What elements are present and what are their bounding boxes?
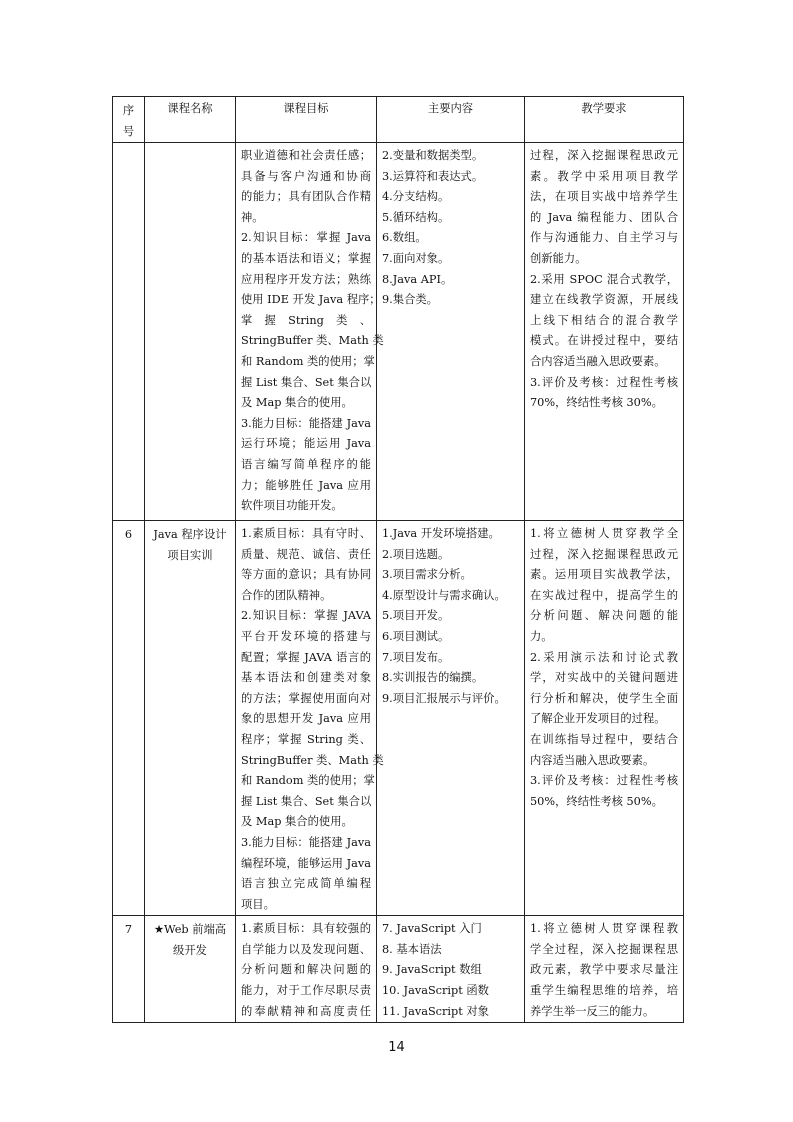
- goals-line: 能力，对于工作尽职尽责: [241, 984, 371, 998]
- req-line: 2.采用 SPOC 混合式教学，: [530, 272, 678, 286]
- table-row: [113, 521, 684, 916]
- cell-course-name: [145, 916, 236, 1023]
- req-line: 作与沟通能力、自主学习与: [530, 231, 678, 245]
- serial-number: 7: [124, 923, 133, 937]
- goals-line: StringBuffer 类、Math 类: [241, 753, 384, 767]
- serial-number: 6: [124, 528, 133, 541]
- goals-line: 神。: [241, 210, 264, 224]
- content-line: 1.Java 开发环境搭建。: [382, 527, 500, 540]
- goals-line: 2.知识目标：掌握 JAVA: [241, 609, 371, 623]
- cell-course-name: [145, 143, 236, 521]
- goals-line: 项目。: [241, 897, 275, 911]
- cell-serial: [113, 521, 145, 916]
- cell-serial: [113, 916, 145, 1023]
- req-line: 70%，终结性考核 30%。: [530, 396, 663, 410]
- goals-line: 象的思想开发 Java 应用: [241, 712, 371, 726]
- goals-line: 握 List 集合、Set 集合以: [241, 794, 372, 808]
- content-line: 9.项目汇报展示与评价。: [382, 691, 506, 705]
- content-line: 5.循环结构。: [382, 210, 450, 224]
- req-line: 合内容适当融入思政要素。: [530, 354, 666, 368]
- goals-line: 3.能力目标：能搭建 Java: [241, 416, 371, 430]
- header-course-goals: 课程目标: [236, 97, 377, 143]
- goals-line: 运行环境；能运用 Java: [241, 437, 371, 451]
- goals-line: 分析问题和解决问题的: [241, 963, 371, 977]
- req-line: 50%，终结性考核 50%。: [530, 794, 663, 808]
- goals-line: 力；能够胜任 Java 应用: [241, 478, 371, 492]
- req-line: 重学生编程思维的培养，培: [530, 984, 678, 998]
- content-line: 2.项目选题。: [382, 547, 450, 561]
- content-line: 8.实训报告的编撰。: [382, 671, 484, 685]
- req-line: 的 Java 编程能力、团队合: [530, 210, 678, 224]
- page-number: 14: [388, 1040, 405, 1055]
- goals-line: 应用程序开发方法；熟练: [241, 272, 371, 286]
- goals-line: 平台开发环境的搭建与: [241, 629, 371, 643]
- cell-goals: [236, 916, 377, 1023]
- content-line: 7.面向对象。: [382, 251, 450, 265]
- header-teaching-requirements: 教学要求: [525, 97, 684, 143]
- course-name-line: Java 程序设计: [153, 528, 227, 541]
- goals-line: 程序；掌握 String 类、: [241, 732, 371, 746]
- req-line: 过程，深入挖掘课程思政元: [530, 149, 678, 162]
- req-line: 在实战过程中，提高学生的: [530, 588, 678, 602]
- header-main-content: 主要内容: [377, 97, 525, 143]
- content-line: 2.变量和数据类型。: [382, 149, 484, 162]
- goals-line: 软件项目功能开发。: [241, 499, 343, 513]
- req-line: 3.评价及考核：过程性考核: [530, 774, 678, 788]
- goals-line: StringBuffer 类、Math 类: [241, 334, 384, 348]
- req-line: 在训练指导过程中，要结合: [530, 732, 678, 746]
- cell-goals: [236, 143, 384, 521]
- goals-line: 合作的团队精神。: [241, 588, 332, 602]
- table-row: [113, 916, 684, 1023]
- content-line: 7.项目发布。: [382, 650, 450, 664]
- req-line: 法，在项目实战中培养学生: [530, 190, 678, 204]
- goals-line: 3.能力目标：能搭建 Java: [241, 835, 371, 849]
- course-name-line: 项目实训: [167, 549, 213, 562]
- cell-goals: [236, 521, 384, 916]
- goals-line: 和 Random 类的使用；掌: [241, 774, 375, 788]
- content-line: 11. JavaScript 对象: [382, 1004, 489, 1018]
- goals-line: 和 Random 类的使用；掌: [241, 354, 375, 368]
- req-line: 学，对实战中的关键问题进: [530, 671, 678, 685]
- req-line: 2.采用演示法和讨论式教: [530, 650, 678, 664]
- req-line: 模式。在讲授过程中，要结: [530, 334, 678, 348]
- content-line: 7. JavaScript 入门: [382, 922, 482, 936]
- req-line: 创新能力。: [530, 251, 587, 265]
- goals-line: 基本语法和创建类对象: [241, 671, 371, 685]
- goals-line: 掌 握 String 类 、: [241, 313, 371, 327]
- goals-line: 使用 IDE 开发 Java 程序；: [241, 293, 381, 307]
- goals-line: 编程环境，能够运用 Java: [241, 856, 371, 870]
- goals-line: 1.素质目标：具有守时、: [241, 527, 371, 540]
- cell-req: [525, 916, 684, 1023]
- goals-line: 职业道德和社会责任感；: [241, 149, 371, 162]
- content-line: 9.集合类。: [382, 293, 438, 307]
- content-line: 8. 基本语法: [382, 942, 442, 956]
- goals-line: 配置；掌握 JAVA 语言的: [241, 650, 371, 664]
- req-line: 过程，深入挖掘课程思政元: [530, 547, 678, 561]
- req-line: 上线下相结合的混合教学: [530, 313, 678, 327]
- content-line: 4.分支结构。: [382, 190, 450, 204]
- goals-line: 的基本语法和语义；掌握: [241, 251, 371, 265]
- req-line: 素。教学中采用项目教学: [530, 169, 678, 183]
- req-line: 建立在线教学资源，开展线: [530, 293, 678, 307]
- req-line: 政元素，教学中要求尽量注: [530, 963, 678, 977]
- cell-course-name: [145, 521, 236, 916]
- goals-line: 1.素质目标：具有较强的: [241, 922, 371, 936]
- cell-content: [377, 143, 525, 521]
- req-line: 1.将立德树人贯穿教学全: [530, 527, 678, 540]
- cell-content: [377, 916, 525, 1023]
- goals-line: 自学能力以及发现问题、: [241, 942, 371, 956]
- goals-line: 的奉献精神和高度责任: [241, 1004, 371, 1018]
- cell-content: [377, 521, 525, 916]
- header-serial: 序 号: [113, 97, 145, 143]
- goals-line: 的方法；掌握使用面向对: [241, 691, 371, 705]
- content-line: 6.数组。: [382, 231, 427, 245]
- req-line: 素。运用项目实战教学法，: [530, 568, 678, 582]
- cell-serial: [113, 143, 145, 521]
- serial-number: [113, 143, 144, 146]
- course-table: [112, 96, 684, 1023]
- req-line: 3.评价及考核：过程性考核: [530, 375, 678, 389]
- content-line: 10. JavaScript 函数: [382, 984, 489, 998]
- goals-line: 及 Map 集合的使用。: [241, 396, 353, 410]
- goals-line: 的能力；具有团队合作精: [241, 190, 371, 204]
- content-line: 3.运算符和表达式。: [382, 169, 484, 183]
- cell-req: [525, 521, 684, 916]
- goals-line: 握 List 集合、Set 集合以: [241, 375, 372, 389]
- goals-line: 语言独立完成简单编程: [241, 877, 371, 891]
- content-line: 4.原型设计与需求确认。: [382, 588, 506, 602]
- course-name-line: 级开发: [173, 944, 207, 958]
- table-header-row: [113, 97, 684, 143]
- req-line: 行分析和解决，使学生全面: [530, 691, 678, 705]
- goals-line: 具备与客户沟通和协商: [241, 169, 371, 183]
- content-line: 3.项目需求分析。: [382, 568, 472, 582]
- goals-line: 2.知识目标：掌握 Java: [241, 231, 371, 245]
- req-line: 分析问题、解决问题的能: [530, 609, 678, 623]
- cell-req: [525, 143, 684, 521]
- goals-line: 语言编写简单程序的能: [241, 457, 371, 471]
- req-line: 力。: [530, 629, 553, 643]
- goals-line: 及 Map 集合的使用。: [241, 815, 353, 829]
- req-line: 1.将立德树人贯穿课程教: [530, 922, 678, 936]
- table-row: [113, 143, 684, 521]
- content-line: 9. JavaScript 数组: [382, 963, 482, 977]
- req-line: 了解企业开发项目的过程。: [530, 712, 666, 726]
- goals-line: 等方面的意识；具有协同: [241, 568, 371, 582]
- content-line: 8.Java API。: [382, 272, 453, 286]
- content-line: 5.项目开发。: [382, 609, 450, 623]
- header-course-name: 课程名称: [145, 97, 236, 143]
- course-name-line: ★Web 前端高: [153, 923, 227, 937]
- req-line: 内容适当融入思政要素。: [530, 753, 655, 767]
- goals-line: 质量、规范、诚信、责任: [241, 547, 371, 561]
- content-line: 6.项目测试。: [382, 629, 450, 643]
- req-line: 养学生举一反三的能力。: [530, 1004, 655, 1018]
- req-line: 学全过程，深入挖掘课程思: [530, 942, 678, 956]
